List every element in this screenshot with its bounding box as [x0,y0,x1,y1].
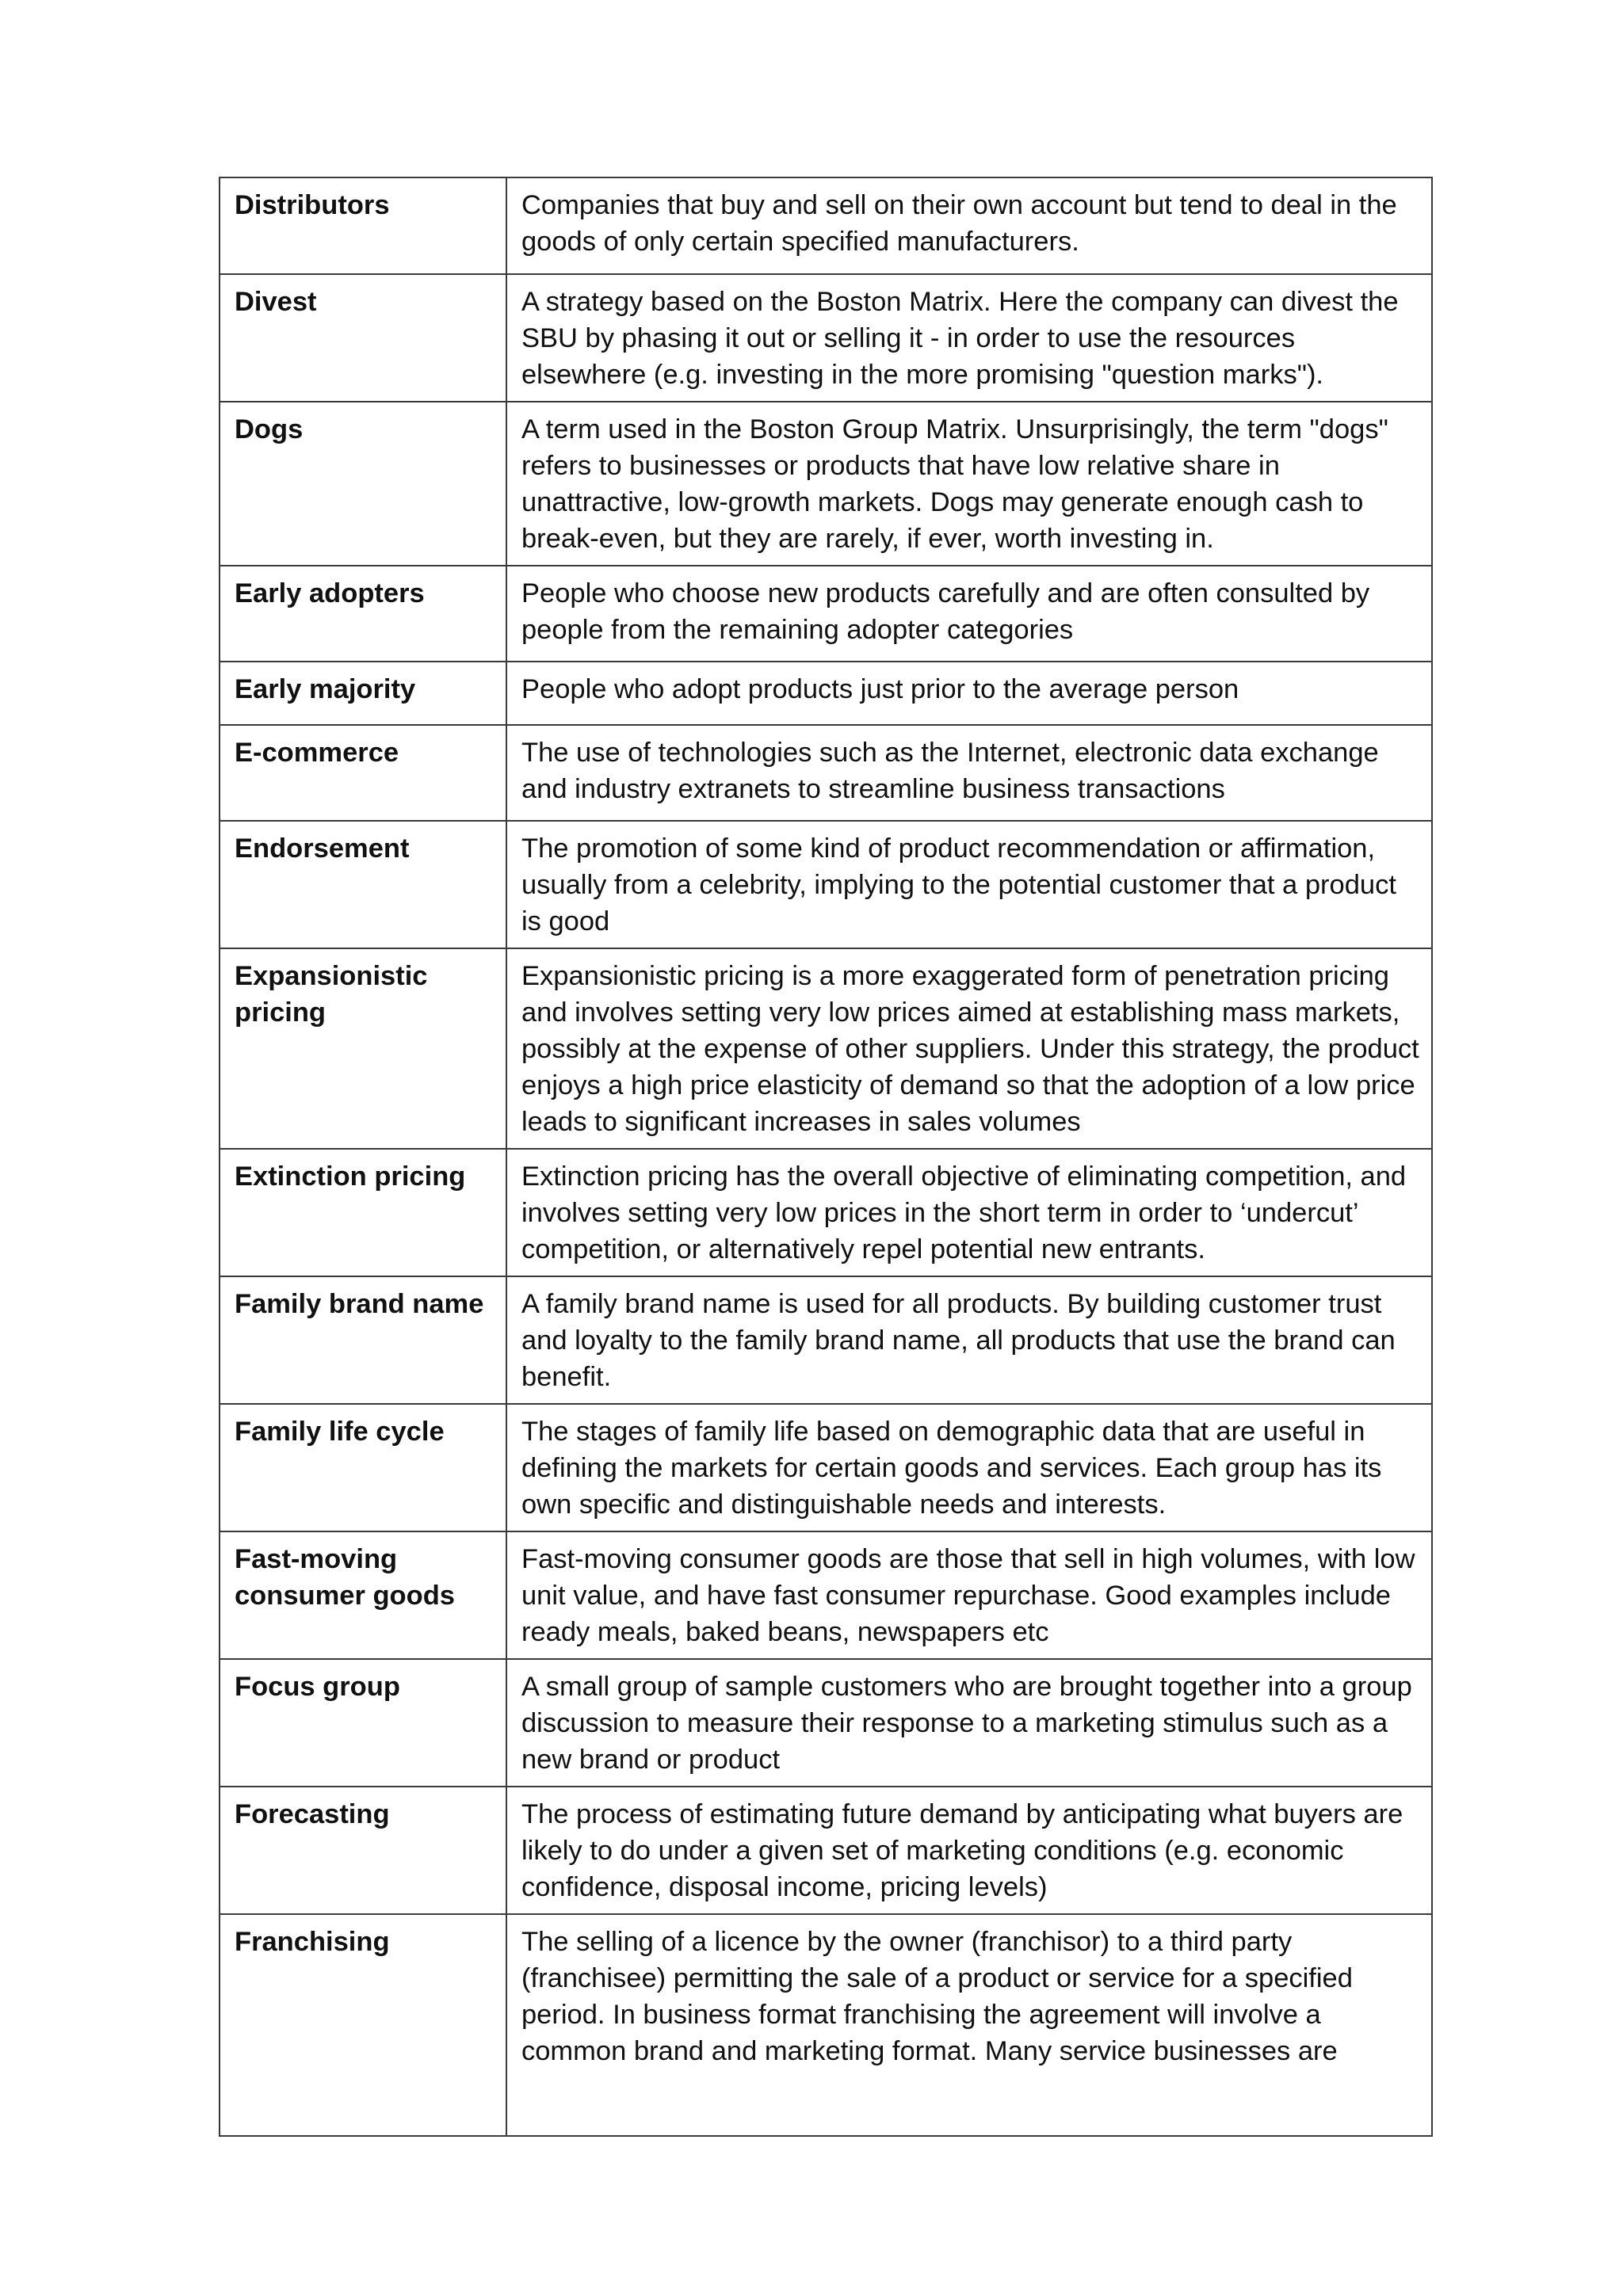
term-cell: Divest [220,274,506,402]
definition-cell: Companies that buy and sell on their own account but tend to deal in the goods of only certain specified manufacturers. [506,177,1432,274]
term-cell: Forecasting [220,1787,506,1914]
definition-cell: People who choose new products carefully and are often consulted by people from the remaining adopter categories [506,566,1432,662]
definition-cell: The selling of a licence by the owner (franchisor) to a third party (franchisee) permitting the sale of a product or service for a specified period. In business format franchising the agreement will involve a common brand and marketing format. Many service businesses are [506,1914,1432,2136]
table-row [220,177,1432,274]
table-row [220,948,1432,1149]
table-row [220,1787,1432,1914]
table-row [220,1531,1432,1659]
term-cell: Extinction pricing [220,1149,506,1276]
term-cell: Family brand name [220,1276,506,1404]
table-row [220,821,1432,948]
table-row [220,662,1432,725]
definition-cell: Fast-moving consumer goods are those that sell in high volumes, with low unit value, and have fast consumer repurchase. Good examples include ready meals, baked beans, newspapers etc [506,1531,1432,1659]
table-row [220,1404,1432,1531]
table-row [220,1914,1432,2136]
definition-cell: People who adopt products just prior to the average person [506,662,1432,725]
term-cell: Dogs [220,402,506,566]
definition-cell: The stages of family life based on demographic data that are useful in defining the markets for certain goods and services. Each group has its own specific and distinguishable needs and interests. [506,1404,1432,1531]
term-cell: Endorsement [220,821,506,948]
table-row [220,1149,1432,1276]
term-cell: Expansionistic pricing [220,948,506,1149]
definition-cell: The use of technologies such as the Internet, electronic data exchange and industry extranets to streamline business transactions [506,725,1432,821]
term-cell: Focus group [220,1659,506,1787]
table-row [220,1659,1432,1787]
term-cell: Fast-moving consumer goods [220,1531,506,1659]
definition-cell: A family brand name is used for all products. By building customer trust and loyalty to the family brand name, all products that use the brand can benefit. [506,1276,1432,1404]
term-cell: E-commerce [220,725,506,821]
definition-cell: Expansionistic pricing is a more exaggerated form of penetration pricing and involves setting very low prices aimed at establishing mass markets, possibly at the expense of other suppliers. Under this strategy, the product enjoys a high price elasticity of demand so that the adoption of a low price leads to significant increases in sales volumes [506,948,1432,1149]
table-row [220,402,1432,566]
table-row [220,1276,1432,1404]
definition-cell: A strategy based on the Boston Matrix. Here the company can divest the SBU by phasing it out or selling it - in order to use the resources elsewhere (e.g. investing in the more promising "question marks"). [506,274,1432,402]
glossary-table [219,177,1433,2137]
table-row [220,725,1432,821]
definition-cell: The process of estimating future demand by anticipating what buyers are likely to do under a given set of marketing conditions (e.g. economic confidence, disposal income, pricing levels) [506,1787,1432,1914]
term-cell: Early adopters [220,566,506,662]
term-cell: Distributors [220,177,506,274]
definition-cell: A small group of sample customers who are brought together into a group discussion to measure their response to a marketing stimulus such as a new brand or product [506,1659,1432,1787]
term-cell: Early majority [220,662,506,725]
definition-cell: The promotion of some kind of product recommendation or affirmation, usually from a celebrity, implying to the potential customer that a product is good [506,821,1432,948]
term-cell: Franchising [220,1914,506,2136]
definition-cell: A term used in the Boston Group Matrix. Unsurprisingly, the term "dogs" refers to businesses or products that have low relative share in unattractive, low-growth markets. Dogs may generate enough cash to break-even, but they are rarely, if ever, worth investing in. [506,402,1432,566]
definition-cell: Extinction pricing has the overall objective of eliminating competition, and involves setting very low prices in the short term in order to ‘undercut’ competition, or alternatively repel potential new entrants. [506,1149,1432,1276]
table-row [220,274,1432,402]
term-cell: Family life cycle [220,1404,506,1531]
table-row [220,566,1432,662]
